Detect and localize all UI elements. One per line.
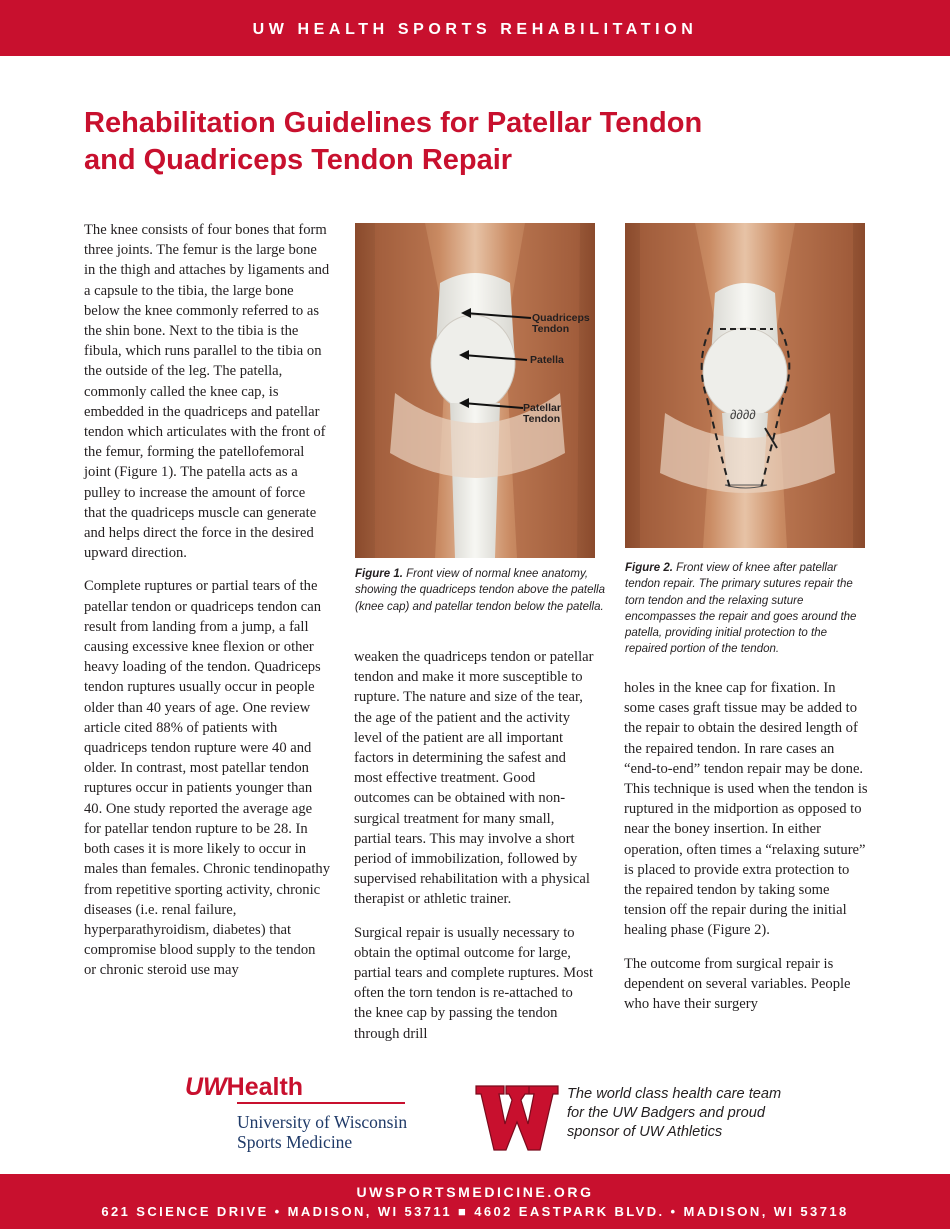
sponsor-tagline <box>567 1085 867 1142</box>
logo-wordmark <box>185 1073 303 1101</box>
figure-1-caption-lead: Figure 1. <box>355 568 403 580</box>
figure-2-caption-lead: Figure 2. <box>625 562 673 574</box>
motion-w-logo-icon <box>474 1078 560 1154</box>
label-quadriceps-tendon: Quadriceps Tendon <box>532 312 590 335</box>
paragraph: weaken the quadriceps tendon or patellar tendon and make it more susceptible to rupture. The nature and size of the tear, the age of the patient and the activity level of the patient are all important factors in determining the safest and most effective treatment. Good outcomes can be obtained with non-surgical treatment for many small, partial tears. This may involve a short period of immobilization, followed by supervised rehabilitation with a physical therapist or athletic trainer. <box>354 649 594 908</box>
logo-divider <box>237 1102 405 1104</box>
figure-1-caption-text: Front view of normal knee anatomy, showing the quadriceps tendon above the patella (knee cap) and patellar tendon below the patella. <box>355 568 605 613</box>
sponsor-line-3: sponsor of UW Athletics <box>567 1124 723 1140</box>
logo-uw: UW <box>185 1073 227 1101</box>
figure-2-caption <box>625 560 870 658</box>
website-url: UWSPORTSMEDICINE.ORG <box>356 1184 594 1200</box>
title-line-1: Rehabilitation Guidelines for Patellar Tendon <box>84 107 703 139</box>
logo-subtitle-1: University of Wisconsin <box>237 1112 408 1132</box>
banner-text: UW HEALTH SPORTS REHABILITATION <box>252 21 698 38</box>
title-line-2: and Quadriceps Tendon Repair <box>84 144 513 176</box>
knee-anatomy-image <box>355 223 595 558</box>
label-patellar-tendon: Patellar Tendon <box>523 402 561 425</box>
figure-2-illustration <box>625 223 865 548</box>
text-column-2 <box>354 647 594 1057</box>
text-column-1 <box>84 220 330 994</box>
logo-health: Health <box>226 1073 304 1101</box>
uw-health-logo <box>185 1073 410 1158</box>
paragraph: The outcome from surgical repair is dependent on several variables. People who have their surgery <box>624 955 851 1013</box>
figure-1-caption <box>355 566 605 615</box>
svg-text:∂∂∂∂: ∂∂∂∂ <box>730 407 756 422</box>
bottom-banner <box>0 1174 950 1229</box>
paragraph: Surgical repair is usually necessary to obtain the optimal outcome for large, partial tears and complete ruptures. Most often the torn tendon is re-attached to the knee cap by passing the tendon through drill <box>354 924 594 1042</box>
label-patella: Patella <box>530 354 564 366</box>
text-column-3 <box>624 678 869 1027</box>
sponsor-line-1: The world class health care team <box>567 1086 782 1102</box>
sponsor-line-2: for the UW Badgers and proud <box>567 1105 765 1121</box>
paragraph: holes in the knee cap for fixation. In some cases graft tissue may be added to the repair to obtain the desired length of the repaired tendon. In rare cases an “end-to-end” tendon repair may be done. This technique is used when the tendon is ruptured in the midportion as opposed to near the boney insertion. In either operation, often times a “relaxing suture” is placed to provide extra protection to the repaired tendon by taking some tension off the repair during the initial healing phase (Figure 2). <box>624 680 868 939</box>
figure-2-caption-text: Front view of knee after patellar tendon repair. The primary sutures repair the torn tendon and the relaxing suture encompasses the repair and goes around the patella, providing initial protection to the repaired portion of the tendon. <box>625 562 857 656</box>
logo-subtitle-2: Sports Medicine <box>237 1132 353 1152</box>
paragraph: Complete ruptures or partial tears of the patellar tendon or quadriceps tendon can result from landing from a jump, a fall causing excessive knee flexion or other heavy loading of the tendon. Quadriceps tendon ruptures usually occur in people older than 40 years of age. One review article cited 88% of patients with quadriceps tendon rupture were 40 and older. In contrast, most patellar tendon ruptures occur in patients younger than 40. One study reported the average age for patellar tendon rupture to be 28. In both cases it is more likely to occur in males than females. Chronic tendinopathy from repetitive sporting activity, chronic diseases (i.e. renal failure, hyperparathyroidism, diabetes) that compromise blood supply to the tendon or chronic steroid use may <box>84 578 330 979</box>
page-title <box>84 105 884 179</box>
paragraph: The knee consists of four bones that form three joints. The femur is the large bone in the thigh and attaches by ligaments and a capsule to the tibia, the large bone below the knee commonly referred to as the shin bone. Next to the tibia is the fibula, which runs parallel to the tibia on the outside of the leg. The patella, commonly called the knee cap, is embedded in the quadriceps and patellar tendon which articulates with the front of the femur, forming the patellofemoral joint (Figure 1). The patella acts as a pulley to increase the amount of force that the quadriceps muscle can generate and helps direct the force in the desired upward direction. <box>84 222 330 562</box>
footer-address: 621 SCIENCE DRIVE • MADISON, WI 53711 ■ 4602 EASTPARK BLVD. • MADISON, WI 53718 <box>101 1204 849 1219</box>
figure-1-illustration <box>355 223 595 558</box>
knee-repair-image <box>625 223 865 548</box>
